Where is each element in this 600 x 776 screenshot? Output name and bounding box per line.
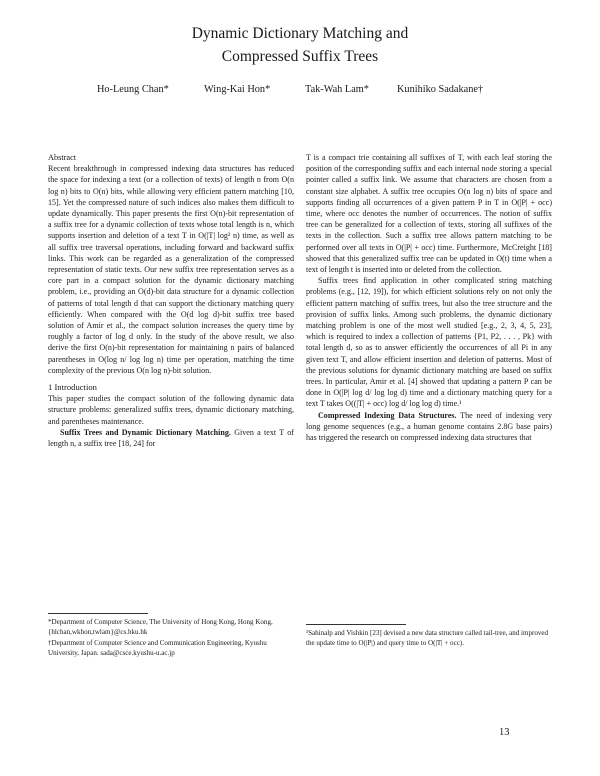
left-footnotes [48,613,294,659]
author-list [0,84,600,100]
author-2: Wing-Kai Hon* [204,84,271,95]
author-4: Kunihiko Sadakane† [397,84,484,95]
author-1: Ho-Leung Chan* [97,84,169,95]
paper-title [0,22,600,68]
right-footnotes [306,624,552,648]
footnote-rule-right [306,624,406,625]
section-heading-introduction: 1 Introduction [48,382,97,393]
intro-paragraph-2-text: Given a text T of length n, a suffix tree [18, 24] for [48,427,294,449]
footnote-1: ¹Sahinalp and Vishkin [23] devised a new data structure called tail-tree, and improved the update time to O(|P|) and query time to O(|T| + occ). [306,629,549,647]
left-column [48,152,294,449]
right-paragraph-3-lead: Compressed Indexing Data Structures. [318,410,457,420]
intro-paragraph-2-lead: Suffix Trees and Dynamic Dictionary Matching. [60,427,231,437]
abstract-heading: Abstract [48,153,77,162]
footnote-affiliation-1: *Department of Computer Science, The University of Hong Kong, Hong Kong, {hlchan,wkhon,twlam}@cs.hku.hk [48,618,273,636]
intro-paragraph-2 [48,427,294,449]
title-line-2: Compressed Suffix Trees [221,48,379,65]
abstract-text: Recent breakthrough in compressed indexing data structures has reduced the space for indexing a text (or a collection of texts) of length n from O(n log n) bits to O(n) bits, while allowing very efficient pattern matching [10, 15]. Yet the compressed nature of such indices also makes them difficult to update dynamically. This paper presents the first O(n)-bit representation of a suffix tree for a dynamic collection of texts whose total length is n, which supports insertion and deletion of a text T in O(|T| log² n) time, as well as all suffix tree traversal operations, including forward and backward suffix links. This work can be regarded as a generalization of the compressed representation of static texts. Our new suffix tree representation serves as a core part in a compact solution for the dynamic dictionary matching problem, i.e., providing an O(d)-bit data structure for a dynamic collection of patterns of total length d that can support the dictionary matching query efficiently. When compared with the O(d log d)-bit suffix tree based solution of Amir et al., the compact solution increases the query time by roughly a factor of log d only. In the study of the above result, we also derive the first O(n)-bit representation for maintaining n pairs of balanced parentheses in O(log n/ log log n) time per operation, matching the time complexity of the previous O(n log n)-bit solution. [48,164,294,375]
right-paragraph-1: T is a compact trie containing all suffixes of T, with each leaf storing the position of the corresponding suffix and each internal node storing a special pointer called a suffix link. We assume that characters are chosen from a constant size alphabet. A suffix tree occupies O(n log n) bits of space and supports finding all occurrences of a given pattern P in T in O(|P| + occ) time, where occ denotes the number of occurrences. The notion of suffix tree can be generalized for a collection of texts, storing all suffixes of the texts in the collection. Such a suffix tree allows pattern matching to be performed over all texts in O(|P| + occ) time. Furthermore, McCreight [18] showed that this generalized suffix tree can be updated in O(t) time when a text of length t is inserted into or deleted from the collection. [306,153,552,275]
intro-paragraph-1: This paper studies the compact solution of the following dynamic data structure problems: generalized suffix trees, dynamic dictionary matching, and parentheses maintenance. [48,394,294,426]
right-paragraph-2: Suffix trees find application in other complicated string matching problems (e.g., [12, 19]), for which efficient solutions rely on not only the efficient pattern matching of suffix trees, but also the tree structure and the provision of suffix links. Among such problems, the dynamic dictionary matching problem is one of the most well studied [e.g., 2, 3, 4, 5, 23], which is required to index a collection of patterns {P1, P2, . . . , Pk} with total length d, so as to answer efficiently the occurrences of all Pi in any given text T, and allow efficient insertion and deletion of patterns. Most of the previous solutions for dynamic dictionary matching are based on suffix trees. In particular, Amir et al. [4] showed that updating a pattern P can be done in O(|P| log d/ log log d) time and a dictionary matching query for a text T takes O((|T| + occ) log d/ log log d) time.¹ [306,276,552,409]
footnote-rule-left [48,613,148,614]
author-3: Tak-Wah Lam* [305,84,369,95]
right-column [306,152,552,443]
right-paragraph-3-text: The need of indexing very long genome sequences (e.g., a human genome contains 2.8G base pairs) has triggered the research on compressed indexing data structures that [306,410,553,443]
title-line-1: Dynamic Dictionary Matching and [191,25,409,42]
right-paragraph-3 [306,410,552,444]
page-number: 13 [499,727,510,738]
footnote-affiliation-2: †Department of Computer Science and Communication Engineering, Kyushu University, Japan. sada@csce.kyushu-u.ac.jp [48,639,267,657]
